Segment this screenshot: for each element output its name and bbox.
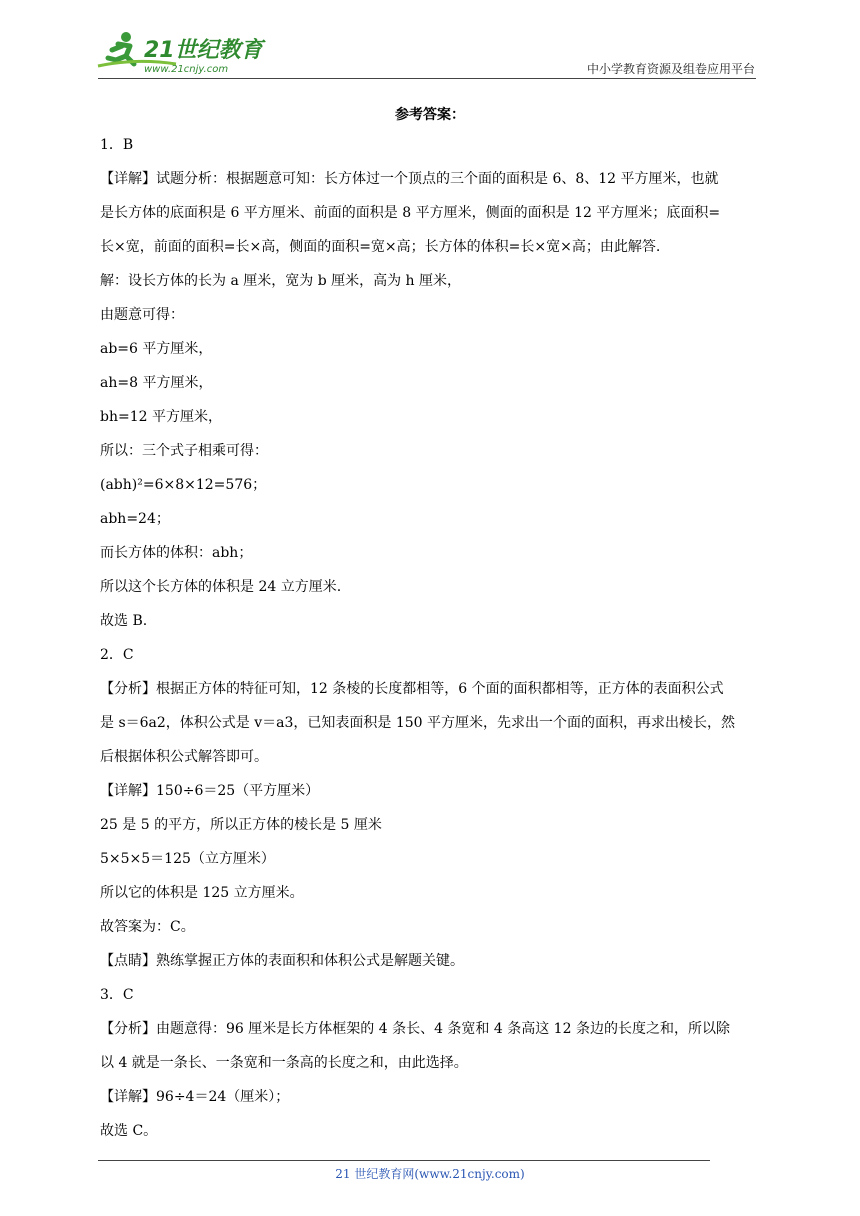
text-line: 以 4 就是一条长、一条宽和一条高的长度之和，由此选择。 [100,1055,468,1071]
text-line: 2．C [100,647,134,663]
page-title: 参考答案： [395,107,465,123]
answer-content [100,128,760,1148]
text-line: 所以这个长方体的体积是 24 立方厘米. [100,579,342,595]
text-line: 是 s＝6a2，体积公式是 v＝a3，已知表面积是 150 平方厘米，先求出一个面的面积，再求出棱长，然 [100,715,736,731]
text-line: 【详解】96÷4＝24（厘米）； [100,1089,290,1105]
text-line: 【详解】试题分析：根据题意可知：长方体过一个顶点的三个面的面积是 6、8、12 平方厘米，也就 [100,171,719,187]
text-line: 所以它的体积是 125 立方厘米。 [100,885,304,901]
text-line: 【分析】由题意得：96 厘米是长方体框架的 4 条长、4 条宽和 4 条高这 12 条边的长度之和，所以除 [100,1021,730,1037]
text-line: 故选 B. [100,613,148,629]
text-line: 故选 C。 [100,1123,158,1139]
logo-url: www.21cnjy.com [144,64,229,75]
page-header [0,0,860,80]
text-line: abh=24； [100,511,170,527]
text-line: 是长方体的底面积是 6 平方厘米、前面的面积是 8 平方厘米，侧面的面积是 12 平方厘米；底面积= [100,205,721,221]
text-line: 5×5×5＝125（立方厘米） [100,851,275,867]
text-line: (abh)²=6×8×12=576； [100,477,267,493]
logo-text: 21世纪教育 [144,38,263,63]
text-line: 解：设长方体的长为 a 厘米，宽为 b 厘米，高为 h 厘米， [100,273,462,289]
text-line: 故答案为：C。 [100,919,195,935]
text-line: 1．B [100,137,134,153]
text-line: 后根据体积公式解答即可。 [100,749,268,765]
text-line: 【点睛】熟练掌握正方体的表面积和体积公式是解题关键。 [100,953,464,969]
site-logo[interactable] [96,30,266,76]
header-platform-text: 中小学教育资源及组卷应用平台 [586,62,755,76]
text-line: 由题意可得： [100,307,184,323]
text-line: 长×宽，前面的面积=长×高，侧面的面积=宽×高；长方体的体积=长×宽×高；由此解答. [100,239,661,255]
header-divider [98,78,756,79]
text-line: ah=8 平方厘米， [100,375,213,391]
runner-logo-icon [96,30,266,76]
footer-link[interactable]: 21 世纪教育网(www.21cnjy.com) [335,1167,525,1181]
footer-divider [98,1160,710,1161]
text-line: bh=12 平方厘米， [100,409,222,425]
text-line: ab=6 平方厘米， [100,341,213,357]
text-line: 【详解】150÷6＝25（平方厘米） [100,783,320,799]
text-line: 25 是 5 的平方，所以正方体的棱长是 5 厘米 [100,817,382,833]
text-line: 所以：三个式子相乘可得： [100,443,268,459]
text-line: 3．C [100,987,134,1003]
text-line: 而长方体的体积：abh； [100,545,253,561]
text-line: 【分析】根据正方体的特征可知，12 条棱的长度都相等，6 个面的面积都相等，正方体的表面积公式 [100,681,724,697]
